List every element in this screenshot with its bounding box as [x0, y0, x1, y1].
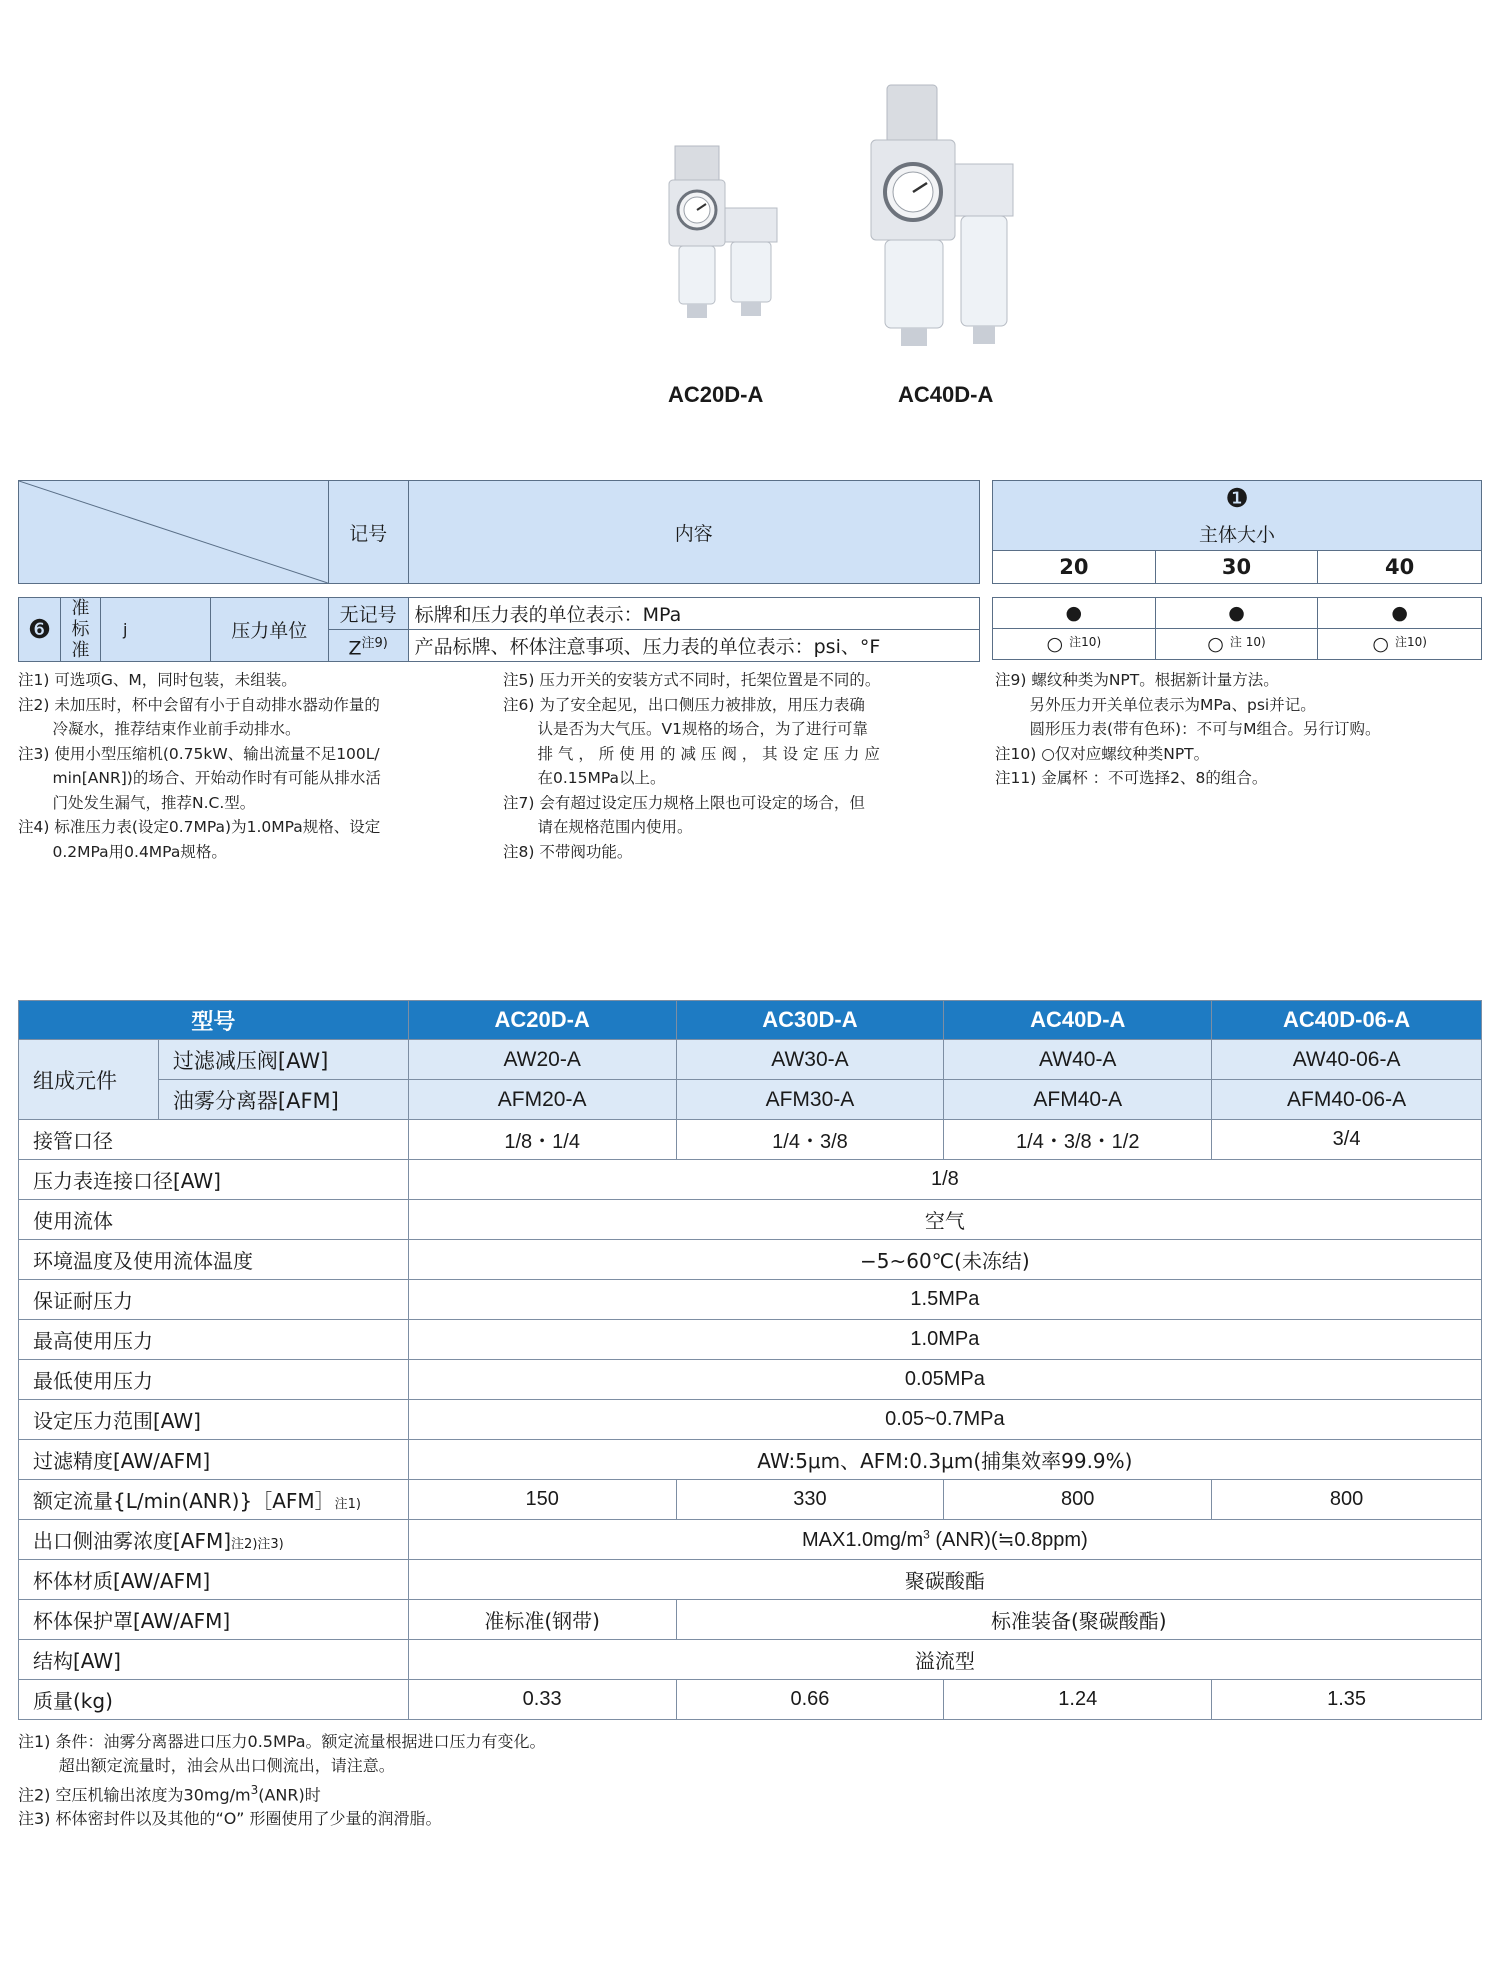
standard-label: 准 标 准 — [60, 598, 100, 662]
port-size-20: 1/8・1/4 — [408, 1120, 676, 1160]
option-notes-col1: 注1) 可选项G、M，同时包装，未组装。 注2) 未加压时，杯中会留有小于自动排水器动作量的 冷凝水，推荐结束作业前手动排水。 注3) 使用小型压缩机(0.75kW、输出流量不足100L/ min[ANR])的场合、开始动作时有可能从排水活 门处发生漏气，推荐N.C.型。 注4) 标准压力表(设定0.7MPa)为1.0MPa规格、设定 0.2MPa用0.4MPa规格。 — [18, 671, 381, 861]
set-range-value: 0.05~0.7MPa — [408, 1400, 1481, 1440]
weight-30: 0.66 — [676, 1680, 944, 1720]
port-size-label: 接管口径 — [19, 1120, 409, 1160]
content-header: 内容 — [408, 481, 979, 584]
body-size-label: 主体大小 — [993, 518, 1482, 551]
component-aw-label: 过滤减压阀[AW] — [158, 1040, 408, 1080]
product-images — [655, 80, 1015, 350]
gauge-port-label: 压力表连接口径[AW] — [19, 1160, 409, 1200]
ac20d-a-image — [669, 146, 777, 318]
max-pressure-label: 最高使用压力 — [19, 1320, 409, 1360]
rated-flow-label: 额定流量{L/min(ANR)}［AFM］注1) — [19, 1480, 409, 1520]
option-notes-col3: 注9) 螺纹种类为NPT。根据新计量方法。 另外压力开关单位表示为MPa、psi并记。 圆形压力表(带有色环)：不可与M组合。另行订购。 注10) ○仅对应螺纹种类NPT。 注11) 金属杯 ：不可选择2、8的组合。 — [995, 671, 1381, 787]
mark-psi-30: ○ $^{注 10)}$ — [1155, 629, 1318, 660]
model-ac30d-a: AC30D-A — [676, 1001, 944, 1040]
oil-mist-value: $MAX1.0mg/m^3$ (ANR)(≒0.8ppm) — [408, 1520, 1481, 1560]
proof-pressure-label: 保证耐压力 — [19, 1280, 409, 1320]
mark-mpa-30: ● — [1155, 598, 1318, 629]
construction-value: 溢流型 — [408, 1640, 1481, 1680]
set-range-label: 设定压力范围[AW] — [19, 1400, 409, 1440]
ac40d-a-image — [871, 85, 1013, 346]
rated-flow-20: 150 — [408, 1480, 676, 1520]
spec-table — [18, 1000, 1482, 1720]
component-aw-20: AW20-A — [408, 1040, 676, 1080]
component-aw-30: AW30-A — [676, 1040, 944, 1080]
rated-flow-40-06: 800 — [1212, 1480, 1482, 1520]
spec-notes — [18, 1730, 546, 1831]
content-mpa: 标牌和压力表的单位表示：MPa — [408, 598, 979, 630]
spec-note-1b: 超出额定流量时，油会从出口侧流出，请注意。 — [18, 1756, 395, 1775]
bowl-material-value: 聚碳酸酯 — [408, 1560, 1481, 1600]
diagonal-line — [19, 481, 328, 583]
port-size-30: 1/4・3/8 — [676, 1120, 944, 1160]
model-ac40d-06-a: AC40D-06-A — [1212, 1001, 1482, 1040]
component-aw-40: AW40-A — [944, 1040, 1212, 1080]
size-20: 20 — [993, 551, 1156, 584]
option-notes-col2: 注5) 压力开关的安装方式不同时，托架位置是不同的。 注6) 为了安全起见，出口侧压力被排放，用压力表确 认是否为大气压。V1规格的场合，为了进行可靠 排 气 ， 所 使 用 的 减 压 阀 ， 其 设 定 压 力 应 在0.15MPa以上。 注7) 会有超过设定压力规格上限也可设定的场合，但 请在规格范围内使用。 注8) 不带阀功能。 — [503, 671, 881, 861]
weight-40: 1.24 — [944, 1680, 1212, 1720]
weight-40-06: 1.35 — [1212, 1680, 1482, 1720]
model-ac40d-a: AC40D-A — [944, 1001, 1212, 1040]
min-pressure-label: 最低使用压力 — [19, 1360, 409, 1400]
component-afm-40: AFM40-A — [944, 1080, 1212, 1120]
fluid-value: 空气 — [408, 1200, 1481, 1240]
spec-note-3: 注3) 杯体密封件以及其他的“O” 形圈使用了少量的润滑脂。 — [18, 1809, 442, 1829]
size-40: 40 — [1318, 551, 1482, 584]
mark-psi-40: ○ $^{注10)}$ — [1318, 629, 1482, 660]
spec-note-1a: 注1) 条件：油雾分离器进口压力0.5MPa。额定流量根据进口压力有变化。 — [18, 1732, 546, 1751]
bowl-material-label: 杯体材质[AW/AFM] — [19, 1560, 409, 1600]
caption-ac20d-a: AC20D-A — [668, 382, 764, 407]
weight-20: 0.33 — [408, 1680, 676, 1720]
proof-pressure-value: 1.5MPa — [408, 1280, 1481, 1320]
components-label: 组成元件 — [19, 1040, 159, 1120]
symbol-none: 无记号 — [328, 598, 408, 630]
symbol-header: 记号 — [328, 481, 408, 584]
gauge-port-value: 1/8 — [408, 1160, 1481, 1200]
model-ac20d-a: AC20D-A — [408, 1001, 676, 1040]
content-psi: 产品标牌、杯体注意事项、压力表的单位表示：psi、°F — [408, 630, 979, 662]
mark-mpa-40: ● — [1318, 598, 1482, 629]
filtration-value: AW:5μm、AFM:0.3μm(捕集效率99.9%) — [408, 1440, 1481, 1480]
construction-label: 结构[AW] — [19, 1640, 409, 1680]
symbol-z: $Z^{注9)}$ — [328, 630, 408, 662]
filtration-label: 过滤精度[AW/AFM] — [19, 1440, 409, 1480]
size-30: 30 — [1155, 551, 1318, 584]
option-letter: j — [100, 598, 210, 662]
diagonal-header-cell — [19, 481, 329, 584]
component-afm-label: 油雾分离器[AFM] — [158, 1080, 408, 1120]
bowl-guard-label: 杯体保护罩[AW/AFM] — [19, 1600, 409, 1640]
pressure-unit-label: 压力单位 — [210, 598, 328, 662]
mark-psi-20: ○ $^{注10)}$ — [993, 629, 1156, 660]
bowl-guard-30-40: 标准装备(聚碳酸酯) — [676, 1600, 1481, 1640]
component-afm-30: AFM30-A — [676, 1080, 944, 1120]
option-number-1: ❶ — [993, 481, 1482, 518]
weight-label: 质量(kg) — [19, 1680, 409, 1720]
caption-ac40d-a: AC40D-A — [898, 382, 994, 407]
option-number-6: ❻ — [19, 598, 61, 662]
port-size-40-06: 3/4 — [1212, 1120, 1482, 1160]
component-afm-20: AFM20-A — [408, 1080, 676, 1120]
port-size-40: 1/4・3/8・1/2 — [944, 1120, 1212, 1160]
temperature-value: −5~60℃(未冻结) — [408, 1240, 1481, 1280]
rated-flow-40: 800 — [944, 1480, 1212, 1520]
min-pressure-value: 0.05MPa — [408, 1360, 1481, 1400]
fluid-label: 使用流体 — [19, 1200, 409, 1240]
rated-flow-30: 330 — [676, 1480, 944, 1520]
mark-mpa-20: ● — [993, 598, 1156, 629]
temperature-label: 环境温度及使用流体温度 — [19, 1240, 409, 1280]
max-pressure-value: 1.0MPa — [408, 1320, 1481, 1360]
component-afm-40-06: AFM40-06-A — [1212, 1080, 1482, 1120]
size-table — [992, 480, 1482, 660]
component-aw-40-06: AW40-06-A — [1212, 1040, 1482, 1080]
model-header: 型号 — [19, 1001, 409, 1040]
spec-note-2: 注2) 空压机输出浓度为$30mg/m^3(ANR)$时 — [18, 1783, 321, 1805]
bowl-guard-20: 准标准(钢带) — [408, 1600, 676, 1640]
option-table — [18, 480, 980, 662]
oil-mist-label: 出口侧油雾浓度[AFM]注2)注3) — [19, 1520, 409, 1560]
